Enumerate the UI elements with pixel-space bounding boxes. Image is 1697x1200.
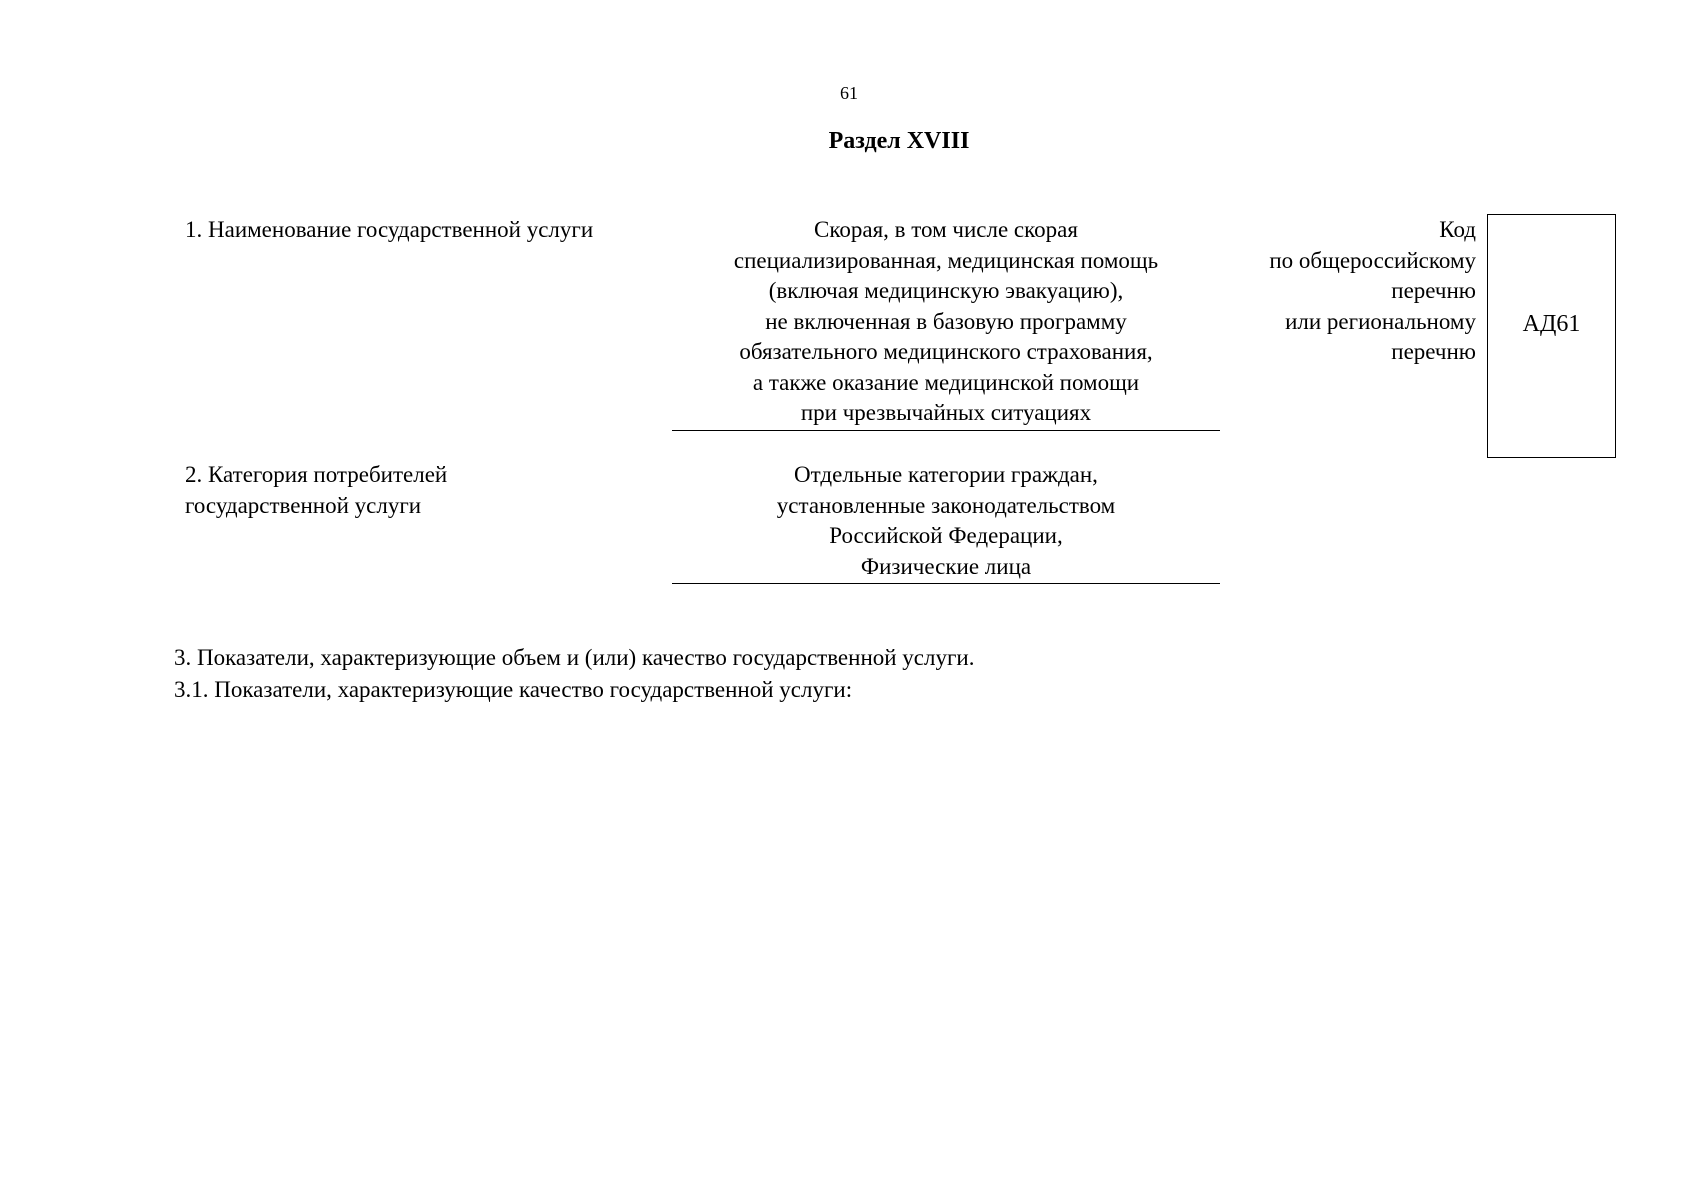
service-name-line: специализированная, медицинская помощь — [733, 247, 1159, 273]
consumer-category-label-line: государственной услуги — [185, 492, 422, 518]
service-name-line: Скорая, в том числе скорая — [814, 217, 1078, 242]
page-number: 61 — [840, 83, 858, 103]
service-name-line: (включая медицинскую эвакуацию), — [768, 278, 1124, 303]
section-title: Раздел XVIII — [828, 128, 970, 154]
code-label-line: по общероссийскому — [1269, 247, 1476, 273]
consumer-category-line: установленные законодательством — [776, 492, 1116, 518]
code-label-line: или региональному — [1285, 308, 1476, 334]
service-name-value — [672, 215, 1220, 431]
code-label-line: Код — [1439, 217, 1476, 242]
service-name-line: обязательного медицинского страхования, — [739, 339, 1153, 364]
code-label-line: перечню — [1391, 339, 1476, 364]
consumer-category-label-line: 2. Категория потребителей — [185, 462, 448, 487]
service-name-line: не включенная в базовую программу — [765, 308, 1127, 334]
paragraph-3-1: 3.1. Показатели, характеризующие качество государственной услуги: — [174, 677, 853, 702]
service-name-line: а также оказание медицинской помощи — [752, 369, 1140, 395]
consumer-category-line: Отдельные категории граждан, — [794, 462, 1098, 487]
consumer-category-label — [185, 460, 447, 521]
code-label-line: перечню — [1391, 278, 1476, 303]
paragraph-3: 3. Показатели, характеризующие объем и (или) качество государственной услуги. — [174, 645, 975, 670]
code-box — [1487, 214, 1616, 458]
service-name-label: 1. Наименование государственной услуги — [185, 217, 594, 242]
code-label — [1180, 215, 1476, 368]
service-name-line: при чрезвычайных ситуациях — [800, 400, 1092, 425]
consumer-category-line: Российской Федерации, — [829, 523, 1063, 548]
code-value: АД61 — [1522, 310, 1581, 337]
consumer-category-line: Физические лица — [860, 553, 1032, 579]
consumer-category-value — [672, 460, 1220, 584]
